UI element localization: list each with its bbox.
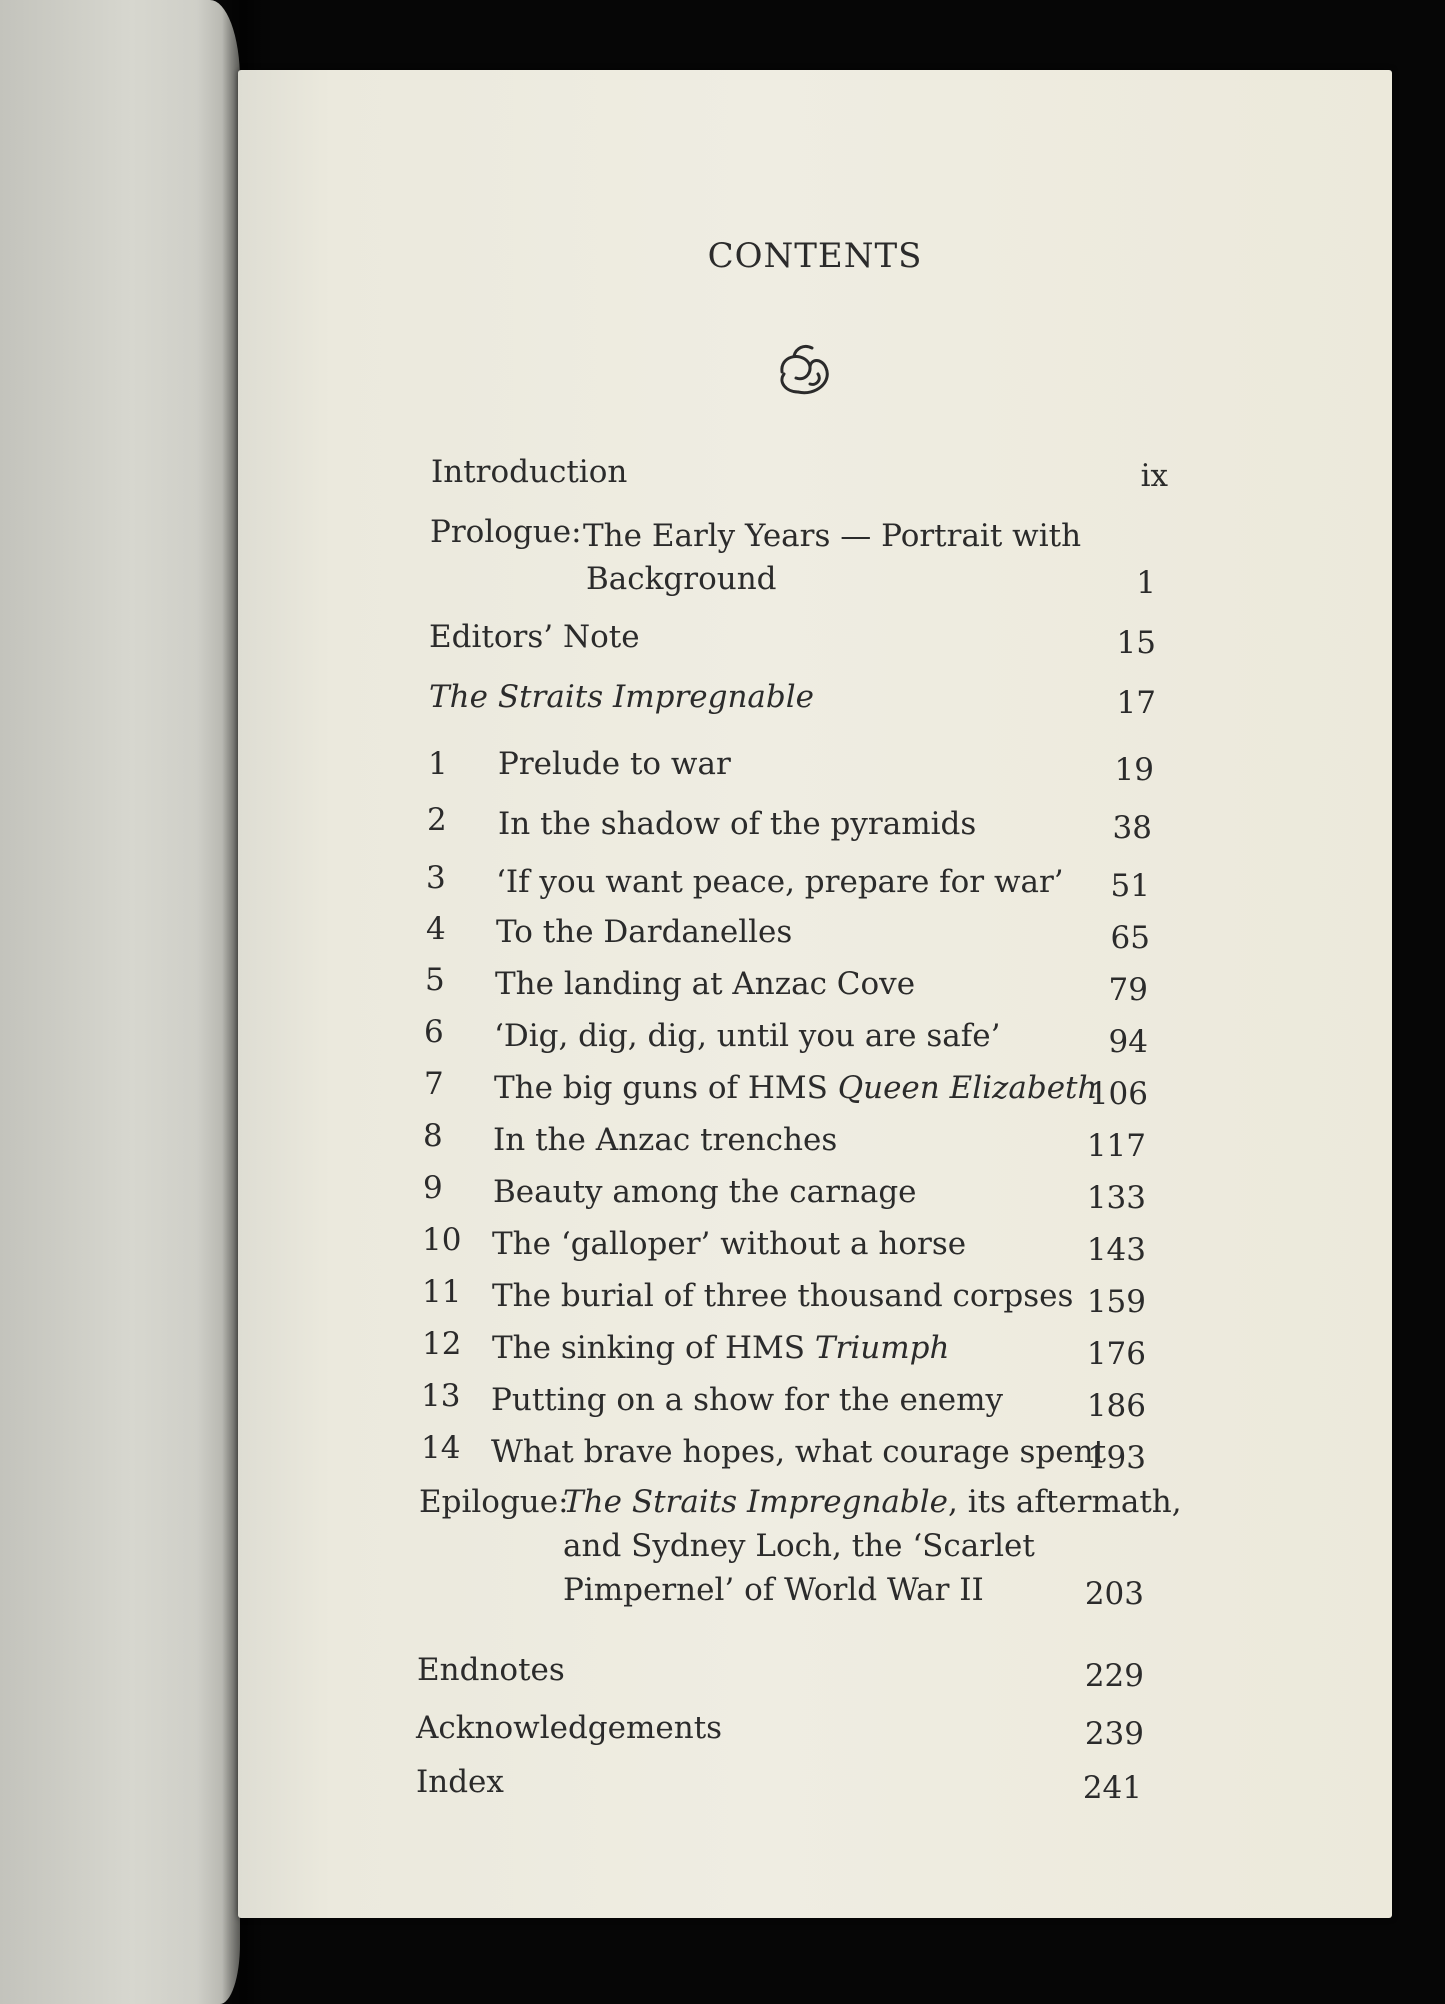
toc-entry-introduction: Introduction [431, 454, 628, 490]
chapter-page: 65 [1110, 920, 1150, 956]
page-title: CONTENTS [707, 236, 923, 276]
chapter-page: 143 [1086, 1232, 1146, 1268]
chapter-page: 51 [1110, 868, 1150, 904]
chapter-title-italic: Triumph [814, 1330, 950, 1366]
chapter-page: 186 [1086, 1388, 1146, 1424]
chapter-title: Putting on a show for the enemy [491, 1382, 1004, 1418]
toc-page-editors-note: 15 [1116, 625, 1156, 661]
toc-entry-index: Index [416, 1764, 504, 1800]
chapter-title: Beauty among the carnage [493, 1174, 917, 1210]
toc-page-prologue: 1 [1136, 565, 1156, 601]
chapter-page: 117 [1086, 1128, 1146, 1164]
toc-entry-prologue-line2: Background [586, 561, 777, 597]
chapter-page: 79 [1108, 972, 1148, 1008]
chapter-page: 106 [1088, 1076, 1148, 1112]
chapter-title-italic: Queen Elizabeth [837, 1070, 1098, 1106]
chapter-title: ‘Dig, dig, dig, until you are safe’ [494, 1018, 1001, 1054]
chapter-page: 159 [1086, 1284, 1146, 1320]
epilogue-title-rest: , its aftermath, [948, 1484, 1182, 1520]
chapter-number: 6 [424, 1014, 444, 1050]
toc-page-acknowledgements: 239 [1084, 1716, 1144, 1752]
chapter-number: 3 [426, 860, 446, 896]
chapter-number: 9 [423, 1170, 443, 1206]
chapter-title: To the Dardanelles [496, 914, 793, 950]
chapter-title [494, 1066, 1097, 1110]
contents-page [238, 70, 1392, 1918]
chapter-title: What brave hopes, what courage spent [491, 1434, 1107, 1470]
chapter-number: 5 [425, 962, 445, 998]
chapter-number: 13 [421, 1378, 461, 1414]
chapter-number: 8 [423, 1118, 443, 1154]
chapter-title: The ‘galloper’ without a horse [492, 1226, 967, 1262]
toc-label-prologue: Prologue: [430, 514, 582, 550]
toc-entry-endnotes: Endnotes [417, 1652, 565, 1688]
chapter-number: 7 [424, 1066, 444, 1102]
chapter-number: 1 [428, 746, 448, 782]
chapter-title-plain: The big guns of HMS [494, 1070, 828, 1106]
toc-entry-prologue-line1: The Early Years — Portrait with [583, 518, 1082, 554]
facing-page [0, 0, 240, 2004]
chapter-title: The burial of three thousand corpses [492, 1278, 1074, 1314]
chapter-title [492, 1326, 949, 1370]
epilogue-title-italic: The Straits Impregnable [563, 1484, 949, 1520]
toc-entry-epilogue-line1 [563, 1480, 1182, 1524]
toc-page-endnotes: 229 [1084, 1658, 1144, 1694]
toc-entry-acknowledgements: Acknowledgements [416, 1710, 723, 1746]
toc-page-straits-impregnable: 17 [1116, 685, 1156, 721]
toc-entry-editors-note: Editors’ Note [429, 619, 640, 655]
chapter-number: 12 [422, 1326, 462, 1362]
toc-page-introduction: ix [1140, 458, 1168, 494]
chapter-title: In the Anzac trenches [493, 1122, 838, 1158]
toc-entry-epilogue-line3: Pimpernel’ of World War II [563, 1572, 984, 1608]
chapter-title: In the shadow of the pyramids [498, 806, 977, 842]
chapter-page: 193 [1086, 1440, 1146, 1476]
chapter-number: 4 [426, 911, 446, 947]
chapter-number: 10 [422, 1222, 462, 1258]
chapter-page: 133 [1086, 1180, 1146, 1216]
chapter-title-plain: The sinking of HMS [492, 1330, 805, 1366]
toc-entry-straits-impregnable: The Straits Impregnable [429, 679, 815, 715]
chapter-number: 14 [421, 1430, 461, 1466]
chapter-page: 94 [1108, 1024, 1148, 1060]
toc-label-epilogue: Epilogue: [419, 1484, 569, 1520]
ornament-icon [770, 334, 840, 404]
chapter-page: 38 [1112, 810, 1152, 846]
chapter-title: ‘If you want peace, prepare for war’ [496, 864, 1064, 900]
toc-page-epilogue: 203 [1084, 1576, 1144, 1612]
chapter-page: 176 [1086, 1336, 1146, 1372]
chapter-page: 19 [1114, 752, 1154, 788]
toc-entry-epilogue-line2: and Sydney Loch, the ‘Scarlet [563, 1528, 1035, 1564]
chapter-title: The landing at Anzac Cove [495, 966, 916, 1002]
chapter-number: 11 [422, 1274, 462, 1310]
chapter-number: 2 [427, 802, 447, 838]
toc-page-index: 241 [1082, 1770, 1142, 1806]
chapter-title: Prelude to war [498, 746, 731, 782]
